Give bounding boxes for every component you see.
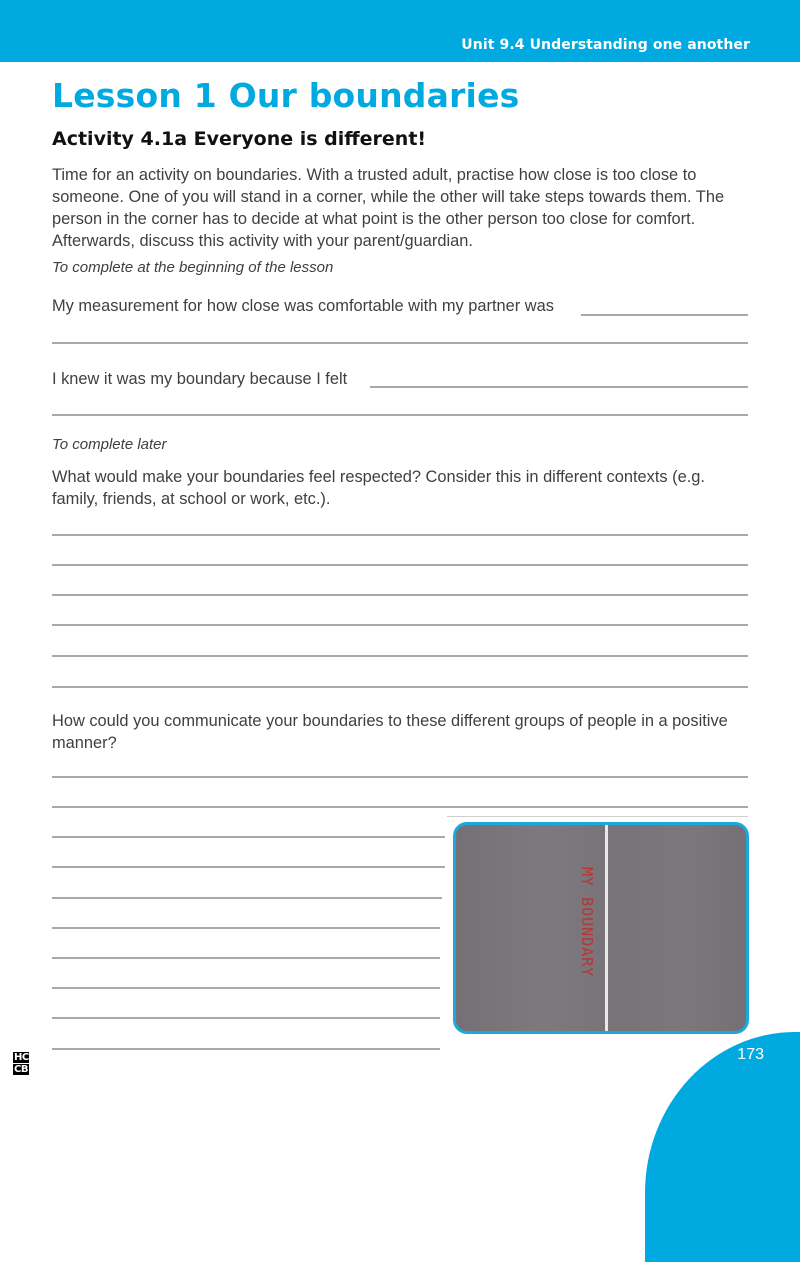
answer-line[interactable] [52, 836, 445, 838]
answer-line[interactable] [52, 594, 748, 596]
page-number: 173 [737, 1046, 764, 1063]
unit-title: Unit 9.4 Understanding one another [461, 37, 750, 53]
answer-line[interactable] [52, 564, 748, 566]
divider [447, 816, 748, 817]
later-label: To complete later [52, 436, 167, 453]
question-communicate: How could you communicate your boundaries to these different groups of people in a positive manner? [52, 712, 728, 752]
answer-line[interactable] [52, 776, 748, 778]
logo-bottom: CB [14, 1064, 28, 1075]
answer-line[interactable] [52, 414, 748, 416]
activity-intro: Time for an activity on boundaries. With a trusted adult, practise how close is too close to someone. One of you will stand in a corner, while the other will take steps towards them. The person in the corner has to decide at what point is the other person too close for comfort. Afterwards, discuss this activity with your parent/guardian. [52, 166, 725, 250]
answer-line[interactable] [52, 534, 748, 536]
answer-line[interactable] [52, 624, 748, 626]
answer-line[interactable] [52, 1048, 440, 1050]
answer-line-boundary-feeling[interactable] [370, 386, 748, 388]
lesson-title: Lesson 1 Our boundaries [52, 76, 520, 115]
answer-line[interactable] [52, 897, 442, 899]
answer-line[interactable] [52, 655, 748, 657]
answer-line[interactable] [52, 686, 748, 688]
page-corner-shape [645, 1032, 800, 1262]
question-respected: What would make your boundaries feel respected? Consider this in different contexts (e.g. family, friends, at school or work, etc.). [52, 468, 705, 508]
answer-line[interactable] [52, 927, 440, 929]
answer-line[interactable] [52, 987, 440, 989]
answer-line[interactable] [52, 806, 748, 808]
answer-line[interactable] [52, 1017, 440, 1019]
boundary-line [605, 825, 608, 1031]
activity-title: Activity 4.1a Everyone is different! [52, 128, 427, 150]
boundary-label: MY BOUNDARY [578, 867, 596, 978]
boundary-photo [453, 822, 749, 1034]
answer-line[interactable] [52, 342, 748, 344]
question-measurement: My measurement for how close was comfortable with my partner was [52, 297, 554, 315]
beginning-label: To complete at the beginning of the lesson [52, 259, 334, 276]
answer-line-measurement[interactable] [581, 314, 748, 316]
answer-line[interactable] [52, 866, 445, 868]
publisher-logo-icon [13, 1052, 29, 1076]
question-boundary-feeling: I knew it was my boundary because I felt [52, 370, 348, 388]
header-band [0, 0, 800, 62]
logo-top: HC [14, 1052, 29, 1063]
answer-line[interactable] [52, 957, 440, 959]
